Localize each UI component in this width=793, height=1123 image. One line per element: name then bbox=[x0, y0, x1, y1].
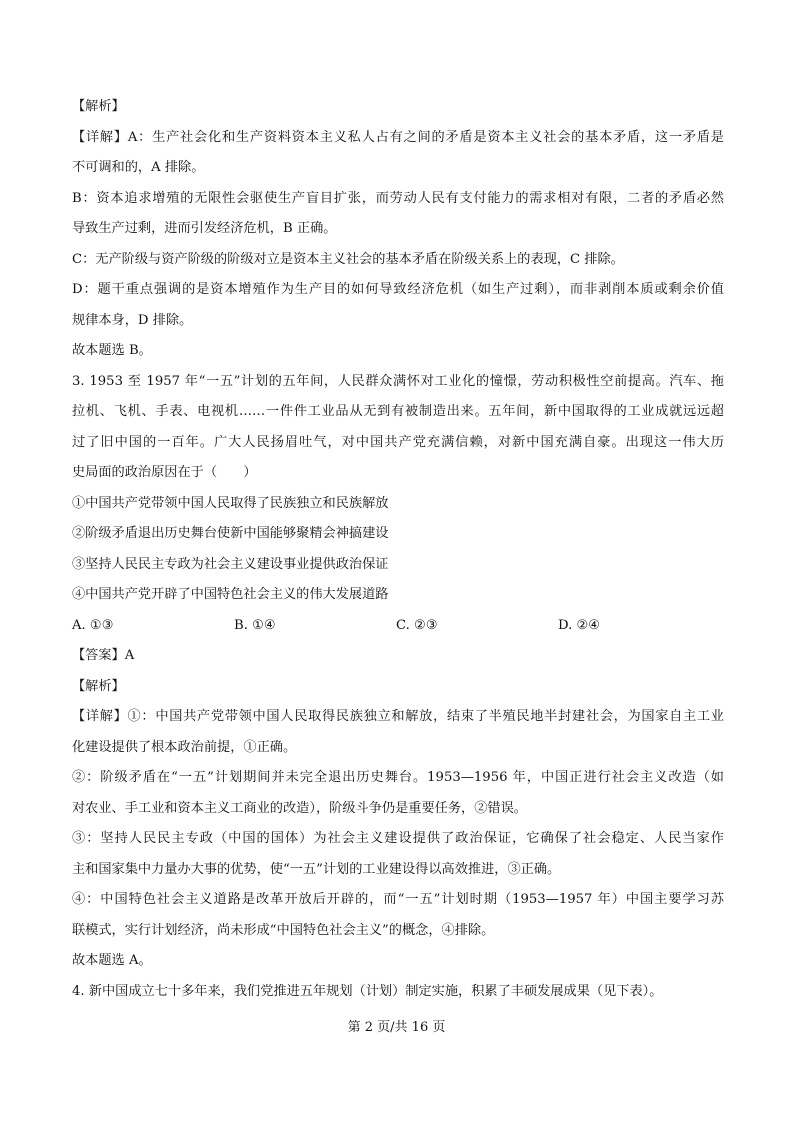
q2-detail-line: 规律本身，D 排除。 bbox=[72, 312, 193, 328]
q3-statement: ②阶级矛盾退出历史舞台使新中国能够聚精会神搞建设 bbox=[72, 526, 389, 541]
q3-detail-line: 【详解】①：中国共产党带领中国人民取得民族独立和解放，结束了半殖民地半封建社会，为国家自主工业 bbox=[72, 709, 724, 724]
q3-detail-line: 化建设提供了根本政治前提，①正确。 bbox=[72, 739, 297, 755]
q2-detail-line: D：题干重点强调的是资本增殖作为生产目的如何导致经济危机（如生产过剩），而非剥削本质或剩余价值 bbox=[72, 282, 724, 297]
q3-answer: 【答案】A bbox=[72, 648, 135, 663]
q3-stem-line: 史局面的政治原因在于（ ） bbox=[72, 465, 257, 480]
q3-conclusion: 故本题选 A。 bbox=[72, 953, 152, 968]
page-footer: 第 2 页/共 16 页 bbox=[347, 1020, 446, 1035]
q2-conclusion: 故本题选 B。 bbox=[72, 343, 152, 358]
q3-option-a: A. ①③ bbox=[72, 617, 114, 633]
q3-detail-line: ③：坚持人民民主专政（中国的国体）为社会主义建设提供了政治保证，它确保了社会稳定、人民当家作 bbox=[72, 831, 724, 846]
q2-detail-line: 不可调和的，A 排除。 bbox=[72, 160, 205, 175]
q3-stem-line: 3. 1953 至 1957 年“一五”计划的五年间，人民群众满怀对工业化的憧憬，劳动积极性空前提高。汽车、拖 bbox=[72, 373, 724, 389]
q3-analysis-tag: 【解析】 bbox=[72, 678, 125, 694]
q3-statement: ④中国共产党开辟了中国特色社会主义的伟大发展道路 bbox=[72, 587, 389, 602]
q3-option-c: C. ②③ bbox=[396, 617, 438, 633]
q3-statement: ③坚持人民民主专政为社会主义建设事业提供政治保证 bbox=[72, 556, 389, 572]
page-content bbox=[72, 92, 724, 1007]
q3-options bbox=[72, 611, 724, 642]
q3-stem-line: 过了旧中国的一百年。广大人民扬眉吐气，对中国共产党充满信赖，对新中国充满自豪。出现这一伟大历 bbox=[72, 434, 724, 450]
q3-statement: ①中国共产党带领中国人民取得了民族独立和民族解放 bbox=[72, 495, 389, 511]
q3-stem-line: 拉机、飞机、手表、电视机……一件件工业品从无到有被制造出来。五年间，新中国取得的工业成就远远超 bbox=[72, 404, 724, 419]
q3-option-d: D. ②④ bbox=[558, 617, 601, 633]
q3-detail-line: 对农业、手工业和资本主义工商业的改造），阶级斗争仍是重要任务，②错误。 bbox=[72, 800, 527, 816]
q3-detail-line: 主和国家集中力量办大事的优势，使“一五”计划的工业建设得以高效推进，③正确。 bbox=[72, 861, 561, 877]
q2-detail-line: C：无产阶级与资产阶级的阶级对立是资本主义社会的基本矛盾在阶级关系上的表现，C 排除。 bbox=[72, 251, 624, 267]
q3-option-b: B. ①④ bbox=[234, 617, 276, 633]
q2-detail-line: 导致生产过剩，进而引发经济危机，B 正确。 bbox=[72, 221, 337, 236]
q2-analysis-tag: 【解析】 bbox=[72, 99, 125, 114]
q3-detail-line: ④：中国特色社会主义道路是改革开放后开辟的，而“一五”计划时期（1953—1957 年）中国主要学习苏 bbox=[72, 892, 724, 907]
q4-stem-line: 4. 新中国成立七十多年来，我们党推进五年规划（计划）制定实施，积累了丰硕发展成果（见下表）。 bbox=[72, 983, 663, 999]
q2-detail-line: B：资本追求增殖的无限性会驱使生产盲目扩张，而劳动人民有支付能力的需求相对有限，二者的矛盾必然 bbox=[72, 190, 724, 206]
q2-detail-line: 【详解】A：生产社会化和生产资料资本主义私人占有之间的矛盾是资本主义社会的基本矛盾，这一矛盾是 bbox=[72, 129, 724, 145]
q3-detail-line: ②：阶级矛盾在“一五”计划期间并未完全退出历史舞台。1953—1956 年，中国正进行社会主义改造（如 bbox=[72, 770, 724, 785]
q3-detail-line: 联模式，实行计划经济，尚未形成“中国特色社会主义”的概念，④排除。 bbox=[72, 922, 495, 938]
